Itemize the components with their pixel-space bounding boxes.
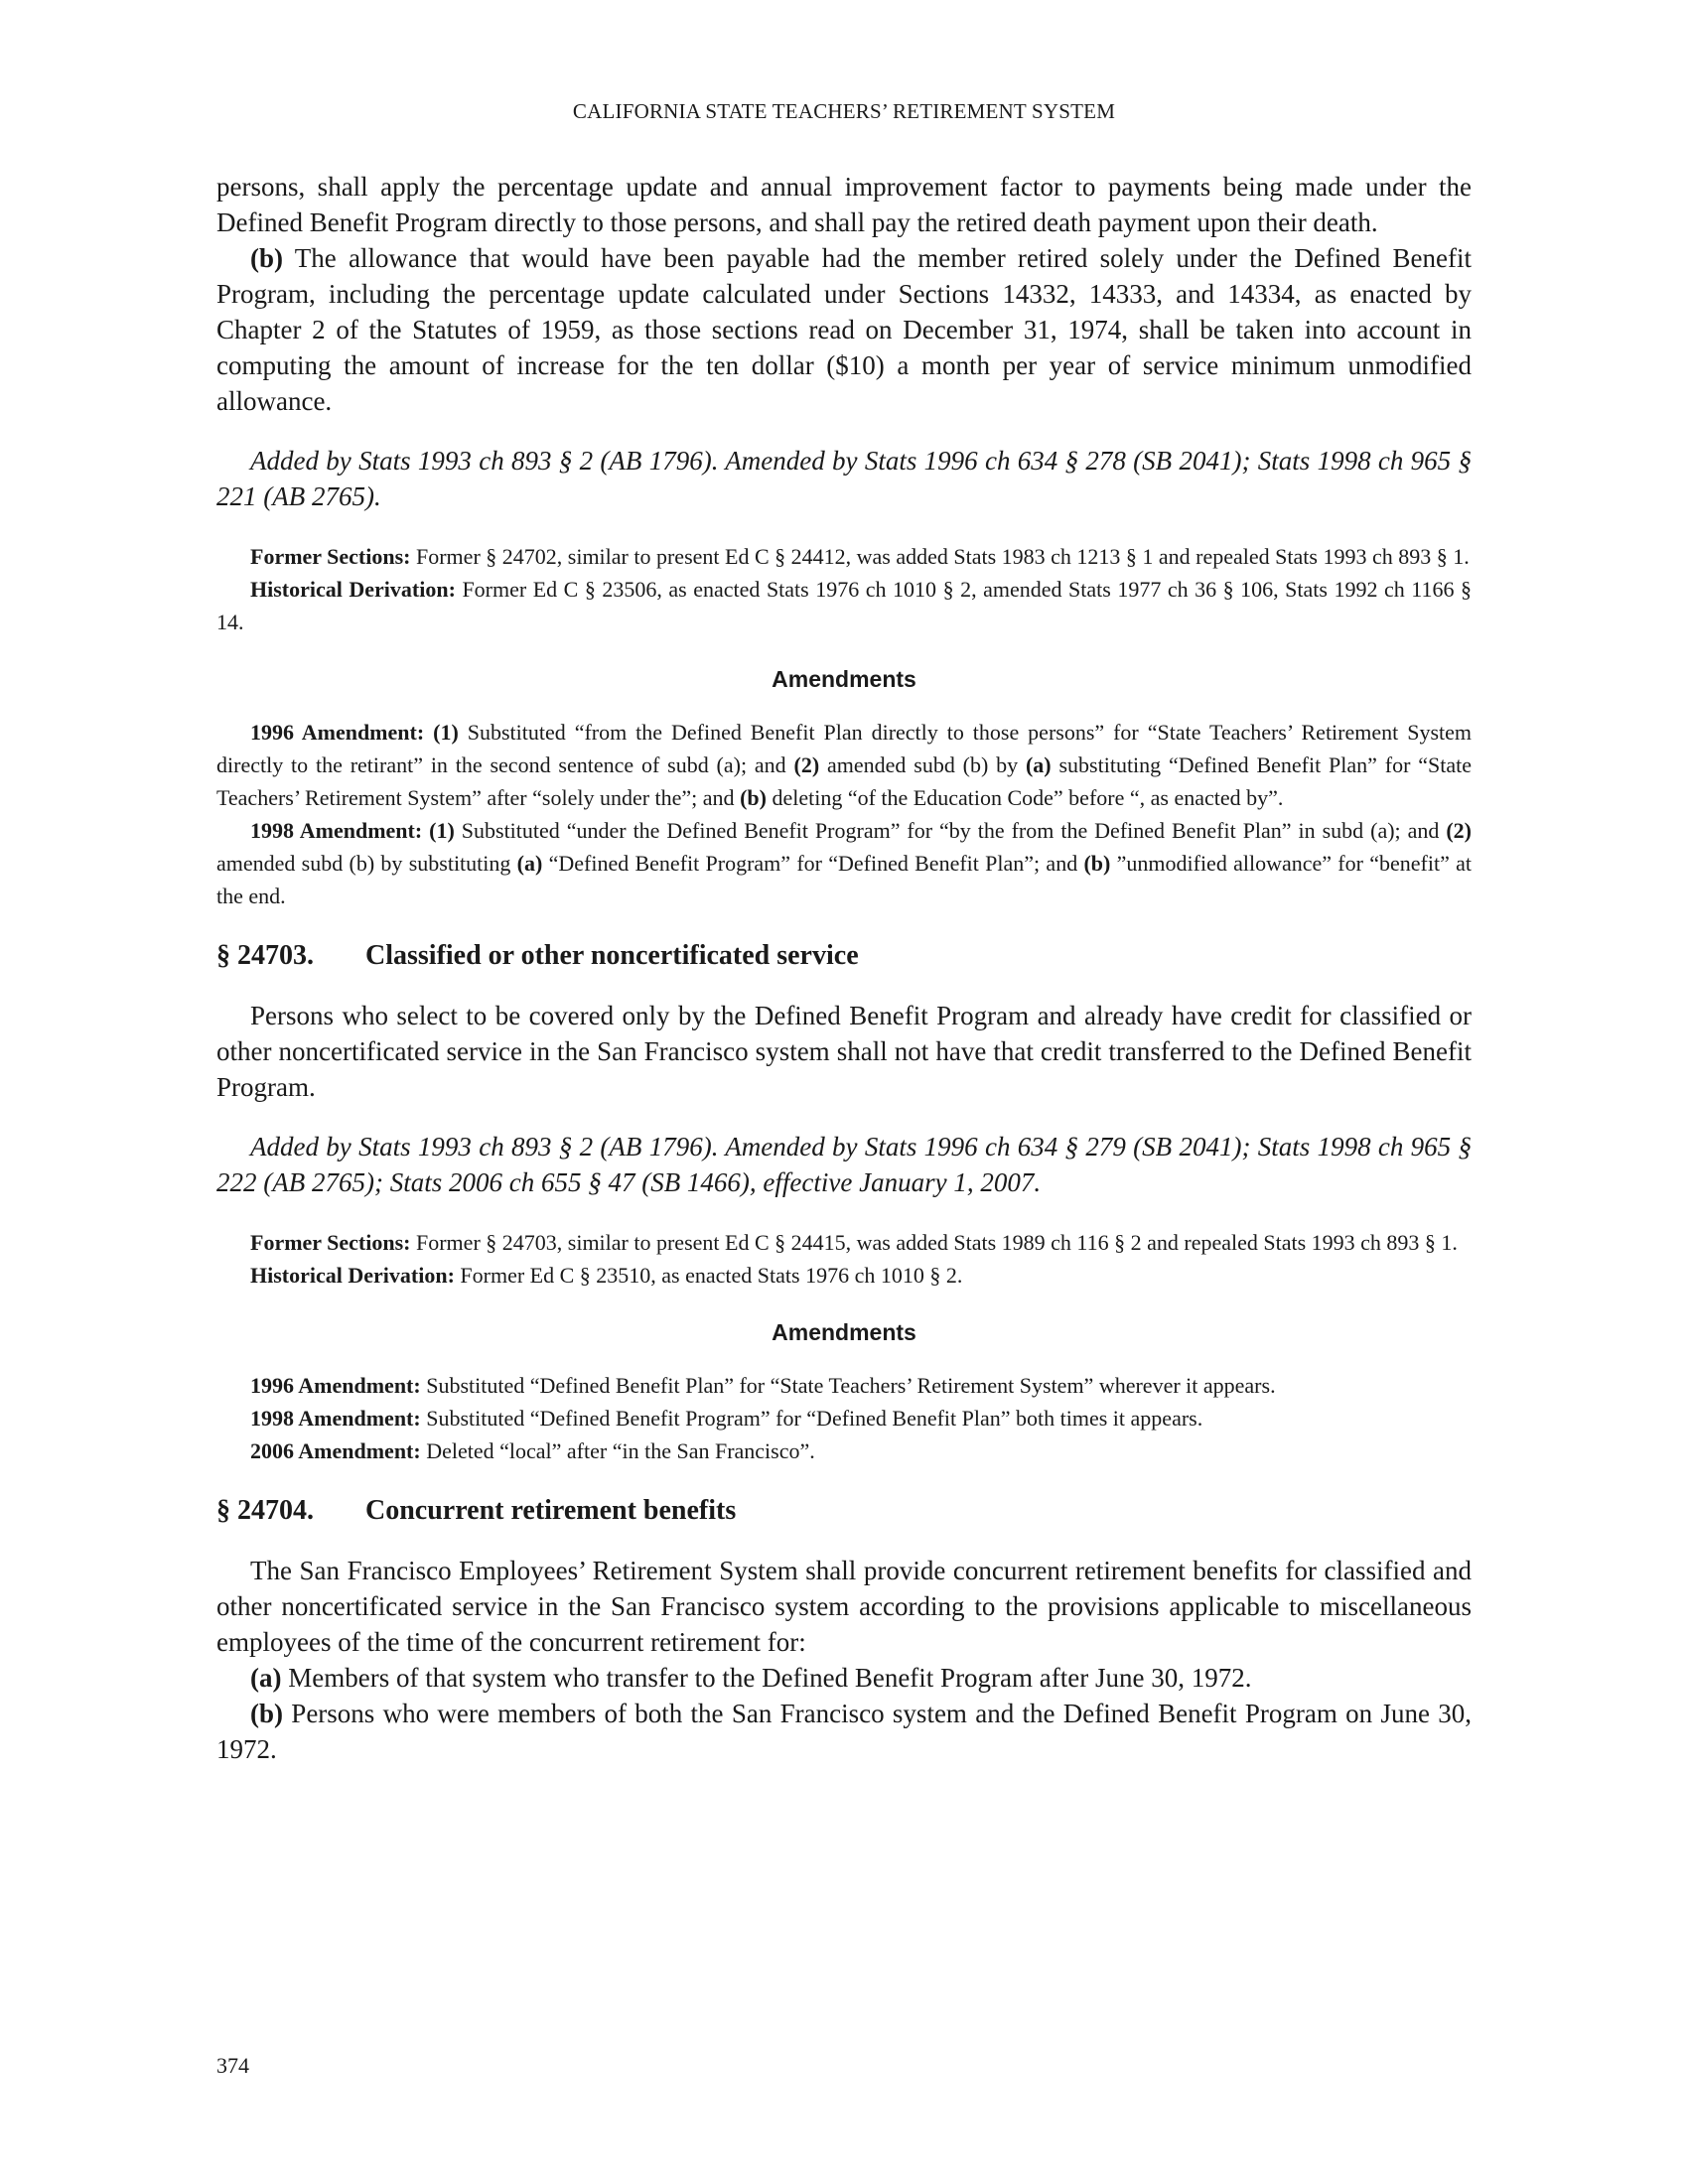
item-number: (1) bbox=[433, 720, 459, 745]
subdivision-text: Persons who were members of both the San Francisco system and the Defined Benefit Program on June 30, 1972. bbox=[216, 1699, 1472, 1764]
historical-derivation-note bbox=[216, 573, 1472, 638]
subdivision-label: (b) bbox=[250, 243, 283, 273]
note-label: Historical Derivation: bbox=[250, 1263, 455, 1288]
paragraph-text: The allowance that would have been payable had the member retired solely under the Defined Benefit Program, including the percentage update calculated under Sections 14332, 14333, and 14334, as enacted by Chapter 2 of the Statutes of 1959, as those sections read on December 31, 1974, shall be taken into account in computing the amount of increase for the ten dollar ($10) a month per year of service minimum unmodified allowance. bbox=[216, 243, 1472, 416]
page-content bbox=[216, 169, 1472, 1767]
section-title: Concurrent retirement benefits bbox=[365, 1495, 737, 1526]
amendment-text: amended subd (b) by substituting bbox=[216, 851, 517, 876]
section-heading-24703 bbox=[216, 938, 1472, 974]
amendment-text: Substituted “from the Defined Benefit Plan directly to those persons” for “State Teachers’ Retirement System directly to the retirant” in the second sentence of subd (a); and bbox=[216, 720, 1472, 777]
section-body: The San Francisco Employees’ Retirement System shall provide concurrent retirement benefits for classified and other noncertificated service in the San Francisco system according to the provisions applicable to miscellaneous employees of the time of the concurrent retirement for: bbox=[216, 1556, 1472, 1657]
amendment-label: 1996 Amendment: bbox=[250, 1373, 421, 1398]
amendment-1996 bbox=[216, 716, 1472, 814]
paragraph-a-continuation: persons, shall apply the percentage update and annual improvement factor to payments being made under the Defined Benefit Program directly to those persons, and shall pay the retired death payment upon their death. bbox=[216, 172, 1472, 237]
history-note: Added by Stats 1993 ch 893 § 2 (AB 1796). Amended by Stats 1996 ch 634 § 278 (SB 2041); Stats 1998 ch 965 § 221 (AB 2765). bbox=[216, 446, 1472, 511]
amendment-text: ”unmodified allowance” for “benefit” at the end. bbox=[216, 851, 1472, 908]
amendments-heading: Amendments bbox=[772, 1319, 916, 1345]
amendment-label: 1998 Amendment: bbox=[250, 1406, 421, 1431]
amendment-text: “Defined Benefit Program” for “Defined Benefit Plan”; and bbox=[542, 851, 1084, 876]
former-sections-note bbox=[216, 1226, 1472, 1259]
amendments-heading: Amendments bbox=[772, 666, 916, 692]
amendment-1996 bbox=[216, 1369, 1472, 1402]
history-note: Added by Stats 1993 ch 893 § 2 (AB 1796). Amended by Stats 1996 ch 634 § 279 (SB 2041); Stats 1998 ch 965 § 222 (AB 2765); Stats 2006 ch 655 § 47 (SB 1466), effective January 1, 2007. bbox=[216, 1132, 1472, 1197]
subdivision-label: (b) bbox=[250, 1699, 283, 1728]
subdivision-a bbox=[216, 1660, 1472, 1696]
subdivision-label: (a) bbox=[250, 1663, 282, 1693]
amendment-1998 bbox=[216, 814, 1472, 912]
section-number: § 24703. bbox=[216, 940, 314, 971]
note-label: Former Sections: bbox=[250, 544, 411, 569]
note-text: Former Ed C § 23506, as enacted Stats 1976 ch 1010 § 2, amended Stats 1977 ch 36 § 106, Stats 1992 ch 1166 § 14. bbox=[216, 577, 1472, 634]
former-sections-note bbox=[216, 540, 1472, 573]
section-number: § 24704. bbox=[216, 1495, 314, 1526]
item-number: (a) bbox=[516, 851, 543, 876]
note-text: Former § 24702, similar to present Ed C § 24412, was added Stats 1983 ch 1213 § 1 and repealed Stats 1993 ch 893 § 1. bbox=[410, 544, 1470, 569]
page-number: 374 bbox=[216, 2053, 249, 2078]
subdivision-b bbox=[216, 1696, 1472, 1767]
amendment-label: 1996 Amendment: bbox=[250, 720, 425, 745]
note-label: Historical Derivation: bbox=[250, 577, 456, 602]
historical-derivation-note bbox=[216, 1259, 1472, 1292]
running-header: CALIFORNIA STATE TEACHERS’ RETIREMENT SYSTEM bbox=[572, 99, 1116, 123]
item-number: (2) bbox=[793, 752, 820, 777]
subdivision-text: Members of that system who transfer to the Defined Benefit Program after June 30, 1972. bbox=[281, 1663, 1252, 1693]
amendment-text: amended subd (b) by bbox=[819, 752, 1026, 777]
amendment-1998 bbox=[216, 1402, 1472, 1434]
note-text: Former Ed C § 23510, as enacted Stats 1976 ch 1010 § 2. bbox=[454, 1263, 963, 1288]
amendment-2006 bbox=[216, 1434, 1472, 1467]
item-number: (a) bbox=[1025, 752, 1052, 777]
item-number: (1) bbox=[429, 818, 455, 843]
amendment-label: 1998 Amendment: bbox=[250, 818, 423, 843]
section-body: Persons who select to be covered only by the Defined Benefit Program and already have credit for classified or other noncertificated service in the San Francisco system shall not have that credit transferred to the Defined Benefit Program. bbox=[216, 1001, 1472, 1102]
amendment-text: Substituted “under the Defined Benefit Program” for “by the from the Defined Benefit Plan” in subd (a); and bbox=[454, 818, 1447, 843]
section-heading-24704 bbox=[216, 1493, 1472, 1529]
amendment-text: Substituted “Defined Benefit Plan” for “State Teachers’ Retirement System” wherever it appears. bbox=[420, 1373, 1276, 1398]
amendment-text: Substituted “Defined Benefit Program” for “Defined Benefit Plan” both times it appears. bbox=[420, 1406, 1203, 1431]
amendment-text: deleting “of the Education Code” before “, as enacted by”. bbox=[766, 785, 1284, 810]
note-label: Former Sections: bbox=[250, 1230, 411, 1255]
item-number: (b) bbox=[1083, 851, 1111, 876]
item-number: (b) bbox=[740, 785, 767, 810]
section-title: Classified or other noncertificated service bbox=[365, 940, 859, 971]
note-text: Former § 24703, similar to present Ed C § 24415, was added Stats 1989 ch 116 § 2 and repealed Stats 1993 ch 893 § 1. bbox=[410, 1230, 1458, 1255]
paragraph-b bbox=[216, 240, 1472, 419]
amendment-label: 2006 Amendment: bbox=[250, 1438, 421, 1463]
item-number: (2) bbox=[1446, 818, 1473, 843]
amendment-text: Deleted “local” after “in the San Francisco”. bbox=[420, 1438, 815, 1463]
amendment-text: substituting “Defined Benefit Plan” for “State Teachers’ Retirement System” after “solely under the”; and bbox=[216, 752, 1473, 810]
